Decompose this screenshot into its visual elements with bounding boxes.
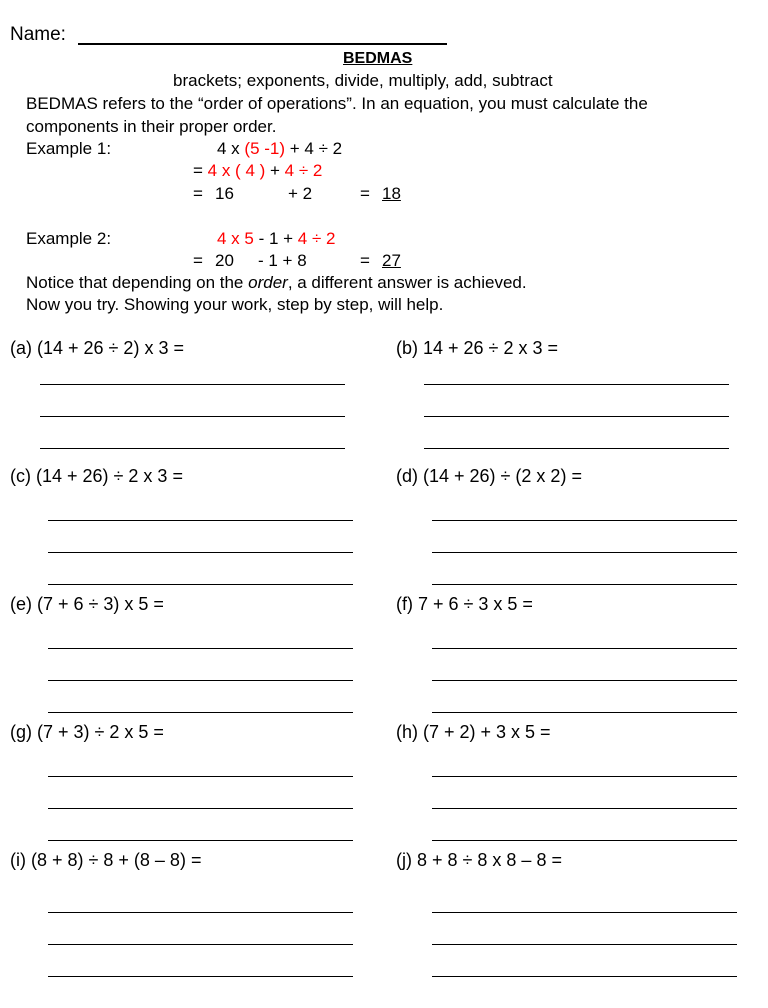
ex1-s1-c: + 4 ÷ 2 (285, 139, 343, 158)
example-1-step-1 (217, 139, 342, 159)
question-h: (h) (7 + 2) + 3 x 5 = (396, 722, 551, 742)
answer-line-i-3[interactable] (48, 976, 353, 977)
answer-line-b-1[interactable] (424, 384, 729, 385)
ex2-s1-b: - 1 + (253, 229, 298, 248)
answer-line-h-3[interactable] (432, 840, 737, 841)
answer-line-j-2[interactable] (432, 944, 737, 945)
note-line-2: Now you try. Showing your work, step by step, will help. (26, 295, 444, 314)
example-2-step-1 (217, 229, 335, 249)
note-post: , a different answer is achieved. (287, 273, 527, 292)
answer-line-f-2[interactable] (432, 680, 737, 681)
answer-line-a-2[interactable] (40, 416, 345, 417)
note-pre: Notice that depending on the (26, 273, 249, 292)
answer-line-g-2[interactable] (48, 808, 353, 809)
ex2-s1-a: 4 x 5 (217, 229, 254, 248)
answer-line-f-3[interactable] (432, 712, 737, 713)
answer-line-h-2[interactable] (432, 808, 737, 809)
answer-line-e-2[interactable] (48, 680, 353, 681)
ex1-s2-eq: = (193, 161, 208, 180)
answer-line-c-3[interactable] (48, 584, 353, 585)
subtitle: brackets; exponents, divide, multiply, add, subtract (173, 71, 553, 90)
intro-line-2: components in their proper order. (26, 117, 277, 136)
name-label: Name: (10, 24, 66, 45)
ex1-s3-a: 16 (215, 184, 234, 203)
ex1-s2-c: 4 ÷ 2 (284, 161, 323, 180)
answer-line-d-1[interactable] (432, 520, 737, 521)
answer-line-b-3[interactable] (424, 448, 729, 449)
note-line-1 (26, 273, 527, 293)
page-title: BEDMAS (343, 50, 413, 67)
answer-line-b-2[interactable] (424, 416, 729, 417)
answer-line-i-2[interactable] (48, 944, 353, 945)
question-i: (i) (8 + 8) ÷ 8 + (8 – 8) = (10, 850, 202, 870)
answer-line-f-1[interactable] (432, 648, 737, 649)
answer-line-e-3[interactable] (48, 712, 353, 713)
answer-line-a-1[interactable] (40, 384, 345, 385)
ex1-s3-b: + 2 (288, 184, 313, 203)
note-emphasis: order (248, 273, 288, 292)
answer-line-h-1[interactable] (432, 776, 737, 777)
answer-line-c-1[interactable] (48, 520, 353, 521)
answer-line-c-2[interactable] (48, 552, 353, 553)
name-field[interactable] (78, 43, 447, 45)
question-c: (c) (14 + 26) ÷ 2 x 3 = (10, 466, 183, 486)
answer-line-a-3[interactable] (40, 448, 345, 449)
example-1-label: Example 1: (26, 139, 112, 158)
question-g: (g) (7 + 3) ÷ 2 x 5 = (10, 722, 164, 742)
ex2-s1-c: 4 ÷ 2 (297, 229, 336, 248)
ex1-s1-bracket: (5 -1) (244, 139, 286, 158)
answer-line-d-3[interactable] (432, 584, 737, 585)
ex2-s2-eq: = (193, 251, 203, 270)
example-1-step-2 (193, 161, 322, 181)
question-a: (a) (14 + 26 ÷ 2) x 3 = (10, 338, 184, 358)
ex2-s2-c: = (360, 251, 370, 270)
answer-line-i-1[interactable] (48, 912, 353, 913)
answer-line-g-3[interactable] (48, 840, 353, 841)
ex1-s3-c: = (360, 184, 370, 203)
question-e: (e) (7 + 6 ÷ 3) x 5 = (10, 594, 164, 614)
ex1-s3-eq: = (193, 184, 203, 203)
ex1-s2-a: 4 x ( 4 ) (207, 161, 266, 180)
ex2-s2-a: 20 (215, 251, 234, 270)
answer-line-g-1[interactable] (48, 776, 353, 777)
example-2-label: Example 2: (26, 229, 112, 248)
question-b: (b) 14 + 26 ÷ 2 x 3 = (396, 338, 558, 358)
example-1-answer: 18 (382, 184, 401, 203)
question-j: (j) 8 + 8 ÷ 8 x 8 – 8 = (396, 850, 562, 870)
ex2-s2-b: - 1 + 8 (258, 251, 307, 270)
answer-line-j-3[interactable] (432, 976, 737, 977)
question-d: (d) (14 + 26) ÷ (2 x 2) = (396, 466, 582, 486)
intro-line-1: BEDMAS refers to the “order of operations”. In an equation, you must calculate the (26, 94, 648, 113)
question-f: (f) 7 + 6 ÷ 3 x 5 = (396, 594, 533, 614)
answer-line-e-1[interactable] (48, 648, 353, 649)
answer-line-j-1[interactable] (432, 912, 737, 913)
example-2-answer: 27 (382, 251, 401, 270)
ex1-s1-a: 4 x (217, 139, 245, 158)
answer-line-d-2[interactable] (432, 552, 737, 553)
ex1-s2-b: + (265, 161, 285, 180)
